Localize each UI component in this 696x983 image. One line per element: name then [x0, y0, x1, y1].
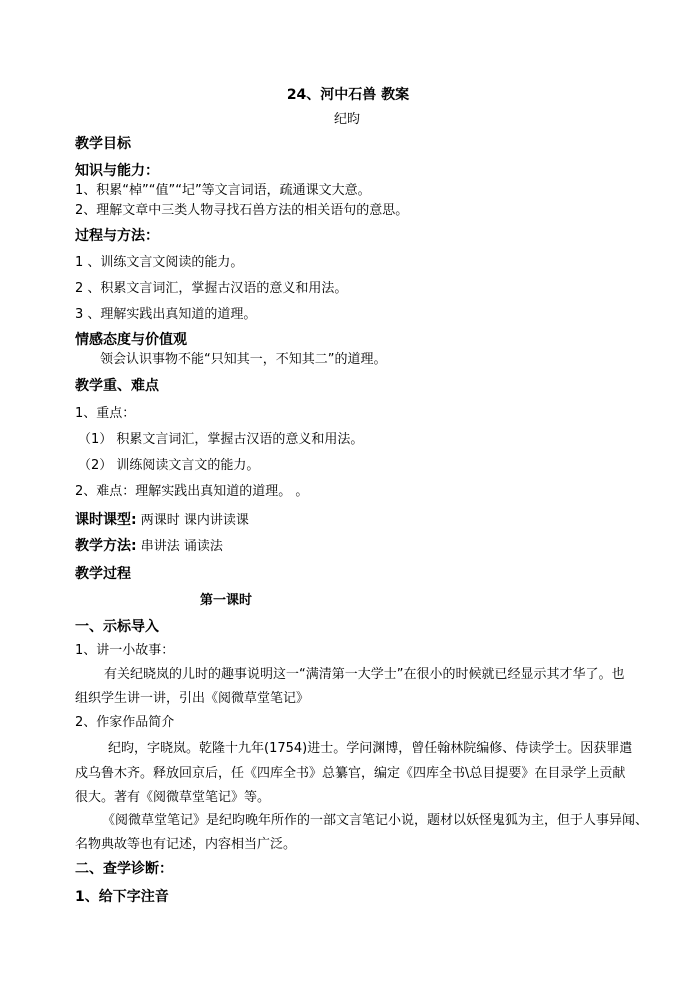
doc-title: 24、河中石兽 教案	[286, 87, 410, 103]
knowledge-heading: 知识与能力：	[75, 163, 159, 179]
note-line-1: 《阅微草堂笔记》是纪昀晚年所作的一部文言笔记小说，题材以妖怪鬼狐为主，但于人事异闻、	[102, 813, 649, 828]
section-2-heading: 二、查学诊断：	[75, 861, 173, 877]
method-row	[75, 537, 223, 556]
section-1-heading: 一、示标导入	[75, 619, 159, 635]
bio-line-2: 戍乌鲁木齐。释放回京后，任《四库全书》总纂官，编定《四库全书\总目提要》在目录学上贡献	[75, 766, 626, 781]
intro-heading: 2、作家作品简介	[75, 715, 175, 730]
emotion-heading: 情感态度与价值观	[75, 332, 187, 348]
difficulty: 2、难点：理解实践出真知道的道理。 。	[75, 484, 309, 499]
doc-author: 纪昀	[334, 112, 361, 127]
knowledge-item-1: 1、积累“棹”“值”“圮”等文言词语，疏通课文大意。	[75, 183, 371, 198]
hours-label: 课时课型:	[75, 512, 137, 528]
process-item-2: 2 、积累文言词汇，掌握古汉语的意义和用法。	[75, 281, 348, 296]
process-heading: 过程与方法：	[75, 228, 159, 244]
section-2-item-1: 1、给下字注音	[75, 889, 169, 905]
story-para-line-1: 有关纪晓岚的儿时的趣事说明这一“满清第一大学士”在很小的时候就已经显示其才华了。也	[104, 667, 625, 682]
hours-row	[75, 511, 249, 530]
key-item-1: （1） 积累文言词汇，掌握古汉语的意义和用法。	[78, 432, 364, 447]
bio-line-3: 很大。著有《阅微草堂笔记》等。	[75, 790, 271, 805]
goals-heading: 教学目标	[75, 136, 131, 152]
note-line-2: 名物典故等也有记述，内容相当广泛。	[75, 837, 297, 852]
process-title: 教学过程	[75, 566, 131, 582]
process-item-3: 3 、理解实践出真知道的道理。	[75, 307, 257, 322]
story-heading: 1、讲一小故事：	[75, 643, 175, 658]
hours-value: 两课时 课内讲读课	[140, 513, 249, 528]
method-label: 教学方法:	[75, 538, 137, 554]
story-para-line-2: 组织学生讲一讲，引出《阅微草堂笔记》	[75, 691, 310, 706]
keypoints-heading: 教学重、难点	[75, 378, 159, 394]
lesson-title: 第一课时	[200, 593, 253, 608]
knowledge-item-2: 2、理解文章中三类人物寻找石兽方法的相关语句的意思。	[75, 203, 409, 218]
bio-line-1: 纪昀，字晓岚。乾隆十九年(1754)进士。学问渊博，曾任翰林院编修、侍读学士。因获罪遣	[108, 741, 633, 756]
key-label: 1、重点：	[75, 406, 136, 421]
process-item-1: 1 、训练文言文阅读的能力。	[75, 255, 244, 270]
emotion-text: 领会认识事物不能“只知其一，不知其二”的道理。	[100, 352, 387, 367]
key-item-2: （2） 训练阅读文言文的能力。	[78, 458, 260, 473]
method-value: 串讲法 诵读法	[140, 539, 223, 554]
